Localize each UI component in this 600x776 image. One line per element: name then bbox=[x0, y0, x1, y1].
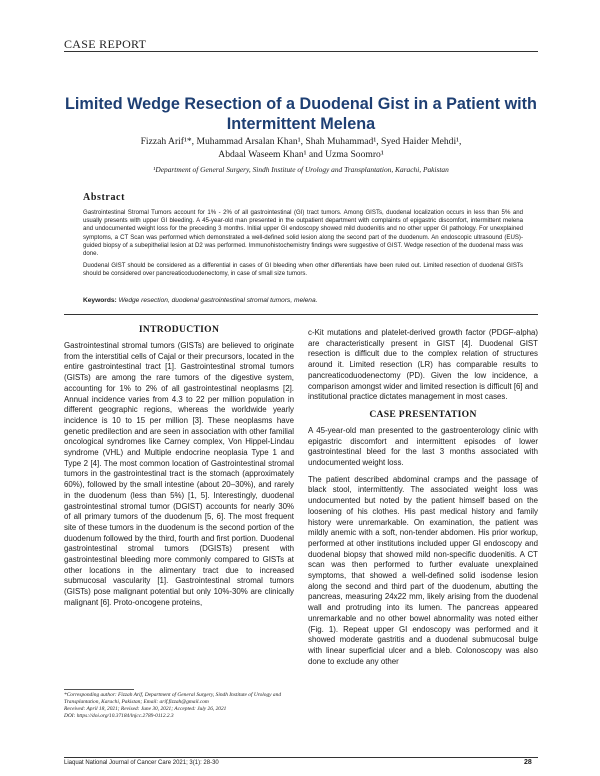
abstract-paragraph-1: Gastrointestinal Stromal Tumors account for 1% - 2% of all gastrointestinal (GI) tract tumors. Among GISTs, duodenal localization occurs in less than 5% and usually presents with upper GI bleeding. A 45-year-old man presented in the outpatient department with complaints of epigastric discomfort, intermittent melena and undocumented weight loss for the preceding 3 months. Initial upper GI endoscopy showed mild duodenitis and no other upper GI pathology. For unexplained symptoms, a CT Scan was performed which demonstrated a well-defined solid lesion along the second part of the duodenum. An endoscopic ultrasound (EUS)-guided biopsy of a subepithelial lesion at D2 was performed. Immunohistochemistry findings were suggestive of GIST. Wedge resection of the duodenal mass was done. bbox=[83, 209, 523, 258]
doi-link[interactable]: DOI: https://doi.org/10.37184/lnjcc.2789-0112.2.3 bbox=[64, 713, 174, 720]
keywords bbox=[83, 297, 523, 304]
left-column bbox=[64, 324, 294, 615]
abstract-heading: Abstract bbox=[83, 192, 126, 203]
footer-divider bbox=[64, 757, 538, 758]
case-paragraph-2: The patient described abdominal cramps and the passage of black stool, intermittently. The associated weight loss was undocumented but noted by the patient himself based on the loosening of his clothes. His past medical history and family history were unremarkable. On examination, the patient was mildly anemic with a soft, non-tender abdomen. His prior workup, performed at other institutions included upper GI endoscopy and duodenal biopsy that showed mild non-specific duodenitis. A CT scan was then performed to further evaluate unexplained symptoms, that showed a well-defined solid isodense lesion along the second and third part of the duodenum, abutting the pancreas, measuring 24x22 mm, likely arising from the duodenal wall and protruding into its lumen. The pancreas appeared unremarkable and no other bowel abnormality was noted either (Fig. 1). Repeat upper GI endoscopy was performed and it showed moderate gastritis and a duodenal submucosal bulge with linear superficial ulcer and a bleb. Colonoscopy was also done to exclude any other bbox=[308, 474, 538, 666]
footnote bbox=[64, 692, 294, 720]
page-number: 28 bbox=[524, 759, 532, 766]
article-title: Limited Wedge Resection of a Duodenal Gist in a Patient with Intermittent Melena bbox=[65, 95, 537, 133]
introduction-heading: INTRODUCTION bbox=[138, 324, 220, 335]
right-column bbox=[308, 328, 538, 673]
correspondence-note: *Corresponding author: Fizzah Arif, Department of General Surgery, Sindh Institute of Urology and Transplantation, Karachi, Pakistan; Email: arif.fizzah@gmail.com bbox=[64, 692, 282, 706]
introduction-paragraph-2: c-Kit mutations and platelet-derived growth factor (PDGF-alpha) are characteristically present in GIST [4]. Duodenal GIST resection is difficult due to the complex relation of structures around it. Limited resection (LR) has comparable results to pancreaticoduodenectomy (PD). Given the low incidence, a comparison amongst wider and limited resection is difficult [6] and institutional practice dictates management in most cases. bbox=[308, 328, 538, 402]
authors-line-2: Abdaal Waseem Khan¹ and Uzma Soomro¹ bbox=[218, 148, 384, 160]
abstract-body bbox=[83, 209, 523, 283]
submission-dates: Received: April 18, 2021; Revised: June 30, 2021; Accepted: July 26, 2021 bbox=[64, 706, 227, 713]
abstract-divider bbox=[64, 314, 538, 315]
abstract-paragraph-2: Duodenal GIST should be considered as a differential in cases of GI bleeding when other differentials have been ruled out. Limited resection of duodenal GISTs should be considered over pancreaticoduodenectomy, in case of small size tumors. bbox=[83, 262, 523, 278]
author-list bbox=[64, 136, 538, 161]
introduction-paragraph-1: Gastrointestinal stromal tumors (GISTs) are believed to originate from the interstitial cells of Cajal or their precursors, located in the entire gastrointestinal tract [1]. Gastrointestinal stromal tumors (GISTs) are among the rare tumors of the digestive system, accounting for 1% to 2% of all gastrointestinal neoplasms [2]. Annual incidence varies from 4.3 to 22 per million population in different geographic regions, whereas the worldwide yearly incidence is 10 to 15 per million [3]. These neoplasms have genetic predilection and are seen in association with other familial oncological syndromes like Carney complex, Von Hippel-Lindau syndrome (VHL) and Multiple endocrine neoplasia Type 1 and Type 2 [4]. The most common location of Gastrointestinal stromal tumors in the gastrointestinal tract is the stomach (approximately 60%), followed by the small intestine (about 20–30%), and rarely in the duodenum (less than 5%) [1, 5]. Interestingly, duodenal gastrointestinal stromal tumor (DGIST) accounts for nearly 30% of all primary tumors of the duodenum [5, 6]. The most frequent site of these tumors in the duodenum is the second portion of the duodenum followed by the third, fourth and first portion. Duodenal gastrointestinal stromal tumors (DGISTs) present with gastrointestinal bleeding more commonly compared to GISTs at other locations in the alimentary tract due to increased submucosal vascularity [1]. Gastrointestinal stromal tumors (GISTs) pose malignant potential but only 10%-30% are clinically malignant [6]. Proto-oncogene proteins, bbox=[64, 341, 294, 607]
keywords-label: Keywords: bbox=[83, 297, 117, 304]
case-presentation-heading: CASE PRESENTATION bbox=[369, 408, 477, 420]
keywords-list: Wedge resection, duodenal gastrointestinal stromal tumors, melena. bbox=[118, 297, 318, 304]
journal-citation: Liaquat National Journal of Cancer Care 2021; 3(1): 28-30 bbox=[64, 760, 219, 766]
case-paragraph-1: A 45-year-old man presented to the gastroenterology clinic with epigastric discomfort and intermittent episodes of lower gastrointestinal bleed for the last 3 months associated with undocumented weight loss. bbox=[308, 425, 538, 468]
footnote-divider bbox=[64, 689, 134, 690]
authors-line-1: Fizzah Arif¹*, Muhammad Arsalan Khan¹, Shah Muhammad¹, Syed Haider Mehdi¹, bbox=[140, 136, 462, 147]
affiliation: ¹Department of General Surgery, Sindh Institute of Urology and Transplantation, Karachi, Pakistan bbox=[153, 165, 449, 174]
header-divider bbox=[64, 51, 538, 52]
section-label: CASE REPORT bbox=[64, 37, 147, 51]
